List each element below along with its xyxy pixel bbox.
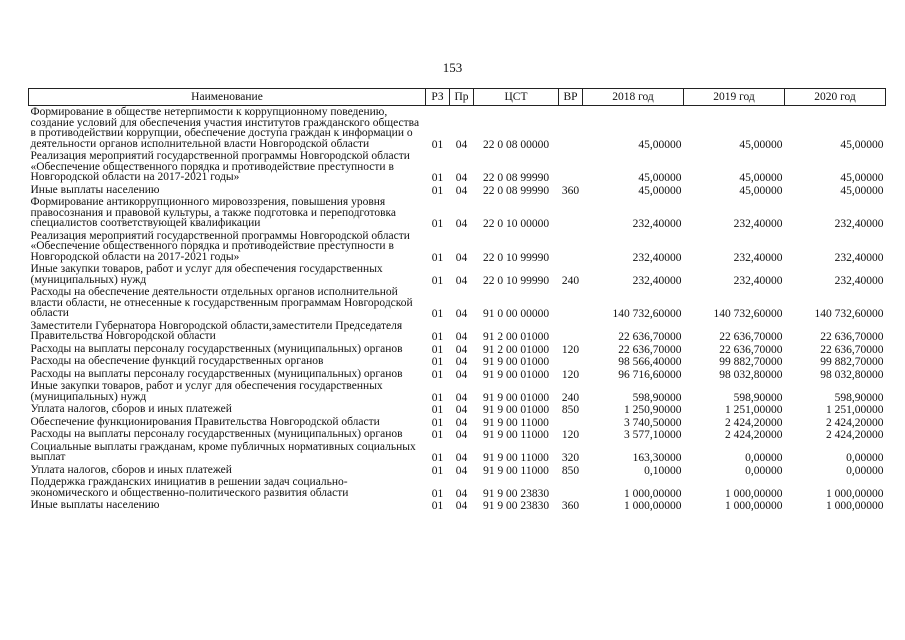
row-amount-2020: 98 032,80000 (820, 368, 884, 381)
row-amount-2019: 22 636,70000 (719, 343, 783, 356)
row-cst: 91 9 00 01000 (482, 391, 550, 404)
table-row (29, 499, 886, 512)
table-row (29, 106, 886, 151)
row-vr: 360 (561, 500, 580, 512)
row-cst: 22 0 08 99990 (482, 172, 550, 184)
row-amount-2018: 598,90000 (632, 391, 682, 404)
header-vr: ВР (559, 89, 583, 106)
row-rz: 01 (431, 416, 444, 429)
table-row (29, 464, 886, 477)
row-amount-2018: 0,10000 (644, 464, 682, 477)
row-amount-2020: 1 000,00000 (826, 500, 884, 512)
row-name: Иные закупки товаров, работ и услуг для обеспечения государственных (муниципальных) нужд (30, 380, 383, 403)
row-amount-2020: 45,00000 (840, 184, 884, 197)
row-vr (559, 355, 583, 368)
table-row (29, 380, 886, 403)
table-header (29, 89, 886, 106)
header-pr: Пр (450, 89, 474, 106)
table-row (29, 416, 886, 429)
row-name: Формирование антикоррупционного мировоззрения, повышения уровня правосознания и правовой культуры, а также подготовка и переподготовка специалистов соответствующей квалификации (30, 196, 397, 229)
row-amount-2019: 2 424,20000 (725, 416, 783, 429)
row-amount-2019: 1 000,00000 (725, 487, 783, 500)
row-name: Социальные выплаты гражданам, кроме публичных нормативных социальных выплат (30, 440, 416, 463)
row-pr: 04 (455, 391, 468, 404)
page-number: 153 (442, 60, 463, 75)
row-vr (559, 320, 583, 343)
row-vr (559, 416, 583, 429)
row-amount-2020: 22 636,70000 (820, 331, 884, 343)
row-cst: 91 9 00 01000 (482, 356, 550, 368)
row-amount-2020: 1 000,00000 (826, 487, 884, 500)
row-rz: 01 (431, 464, 444, 477)
row-vr: 850 (561, 464, 580, 477)
row-amount-2019: 45,00000 (739, 172, 783, 184)
row-name: Расходы на выплаты персоналу государственных (муниципальных) органов (30, 428, 403, 440)
row-amount-2020: 232,40000 (834, 274, 884, 287)
row-name: Обеспечение функционирования Правительства Новгородской области (30, 415, 380, 428)
row-amount-2018: 22 636,70000 (618, 331, 682, 343)
row-amount-2018: 163,30000 (632, 452, 682, 464)
row-vr: 120 (561, 343, 580, 356)
row-amount-2020: 99 882,70000 (820, 356, 884, 368)
row-name: Заместители Губернатора Новгородской области,заместители Председателя Правительства Новгородской области (30, 319, 403, 342)
row-rz: 01 (431, 429, 444, 441)
row-vr (559, 286, 583, 320)
row-amount-2019: 232,40000 (733, 218, 783, 230)
row-amount-2018: 45,00000 (638, 184, 682, 197)
row-pr: 04 (455, 464, 468, 477)
row-name: Реализация мероприятий государственной программы Новгородской области «Обеспечение общественного порядка и противодействие преступности в Новгородской области на 2017-2021 годы» (30, 229, 410, 263)
row-name: Реализация мероприятий государственной программы Новгородской области «Обеспечение общественного порядка и противодействие преступности в Новгородской области на 2017-2021 годы» (30, 150, 410, 183)
row-pr: 04 (455, 251, 468, 264)
row-name: Формирование в обществе нетерпимости к коррупционному поведению, создание условий для обеспечения участия институтов гражданского общества в противодействии коррупции, обеспечение доступа граждан к информации о деятельности органов исполнительной власти Новгородской области (30, 106, 420, 150)
row-amount-2018: 232,40000 (632, 274, 682, 287)
row-amount-2018: 98 566,40000 (618, 356, 682, 368)
table-row (29, 184, 886, 197)
row-amount-2019: 232,40000 (733, 274, 783, 287)
row-vr (559, 106, 583, 151)
table-row (29, 368, 886, 381)
row-pr: 04 (455, 308, 468, 320)
row-amount-2020: 0,00000 (846, 452, 884, 464)
row-name: Расходы на выплаты персоналу государственных (муниципальных) органов (30, 342, 403, 355)
header-cst: ЦСТ (474, 89, 559, 106)
row-amount-2020: 22 636,70000 (820, 343, 884, 356)
row-rz: 01 (431, 218, 444, 230)
row-amount-2019: 45,00000 (739, 184, 783, 197)
row-vr (559, 150, 583, 184)
row-cst: 91 9 00 01000 (482, 404, 550, 416)
row-amount-2018: 45,00000 (638, 172, 682, 184)
row-pr: 04 (455, 184, 468, 197)
row-vr: 120 (561, 429, 580, 441)
table-body (29, 106, 886, 512)
row-rz: 01 (431, 404, 444, 416)
row-name: Уплата налогов, сборов и иных платежей (30, 403, 232, 415)
row-pr: 04 (455, 172, 468, 184)
row-name: Расходы на обеспечение деятельности отдельных органов исполнительной власти области, не отнесенные к государственным программам Новгородской области (30, 286, 413, 319)
row-rz: 01 (431, 331, 444, 343)
row-amount-2020: 2 424,20000 (826, 416, 884, 429)
row-amount-2020: 45,00000 (840, 172, 884, 184)
row-amount-2020: 232,40000 (834, 251, 884, 264)
row-cst: 91 9 00 01000 (482, 368, 550, 381)
row-amount-2020: 45,00000 (840, 138, 884, 151)
row-pr: 04 (455, 356, 468, 368)
row-cst: 91 9 00 23830 (482, 487, 550, 500)
row-pr: 04 (455, 429, 468, 441)
row-cst: 91 9 00 11000 (483, 464, 549, 477)
table-row (29, 286, 886, 320)
row-cst: 91 2 00 01000 (482, 343, 550, 356)
row-rz: 01 (431, 452, 444, 464)
row-amount-2020: 1 251,00000 (826, 404, 884, 416)
table-row (29, 320, 886, 343)
row-amount-2018: 45,00000 (638, 138, 682, 151)
header-rz: РЗ (426, 89, 450, 106)
row-vr: 120 (561, 368, 580, 381)
table-row (29, 263, 886, 286)
row-amount-2019: 598,90000 (733, 391, 783, 404)
row-amount-2019: 140 732,60000 (713, 308, 783, 320)
row-name: Иные выплаты населению (30, 499, 160, 511)
row-amount-2019: 98 032,80000 (719, 368, 783, 381)
row-rz: 01 (431, 487, 444, 500)
row-cst: 22 0 08 00000 (482, 138, 550, 151)
row-name: Поддержка гражданских инициатив в решении задач социально-экономического и общественно-политического развития области (30, 476, 349, 499)
row-name: Расходы на выплаты персоналу государственных (муниципальных) органов (30, 367, 403, 380)
row-vr: 240 (561, 274, 580, 287)
row-vr: 360 (561, 184, 580, 197)
row-rz: 01 (431, 172, 444, 184)
row-amount-2018: 1 250,90000 (624, 404, 682, 416)
table-row (29, 150, 886, 184)
row-pr: 04 (455, 274, 468, 287)
row-cst: 22 0 10 99990 (482, 274, 550, 287)
header-2018: 2018 год (583, 89, 684, 106)
row-amount-2019: 1 251,00000 (725, 404, 783, 416)
table-row (29, 196, 886, 230)
row-amount-2019: 99 882,70000 (719, 356, 783, 368)
row-cst: 91 9 00 11000 (483, 416, 549, 429)
row-pr: 04 (455, 452, 468, 464)
row-amount-2018: 1 000,00000 (624, 487, 682, 500)
row-rz: 01 (431, 138, 444, 151)
row-amount-2018: 3 740,50000 (624, 416, 682, 429)
row-name: Расходы на обеспечение функций государственных органов (30, 355, 324, 367)
row-cst: 22 0 10 00000 (482, 218, 550, 230)
row-name: Уплата налогов, сборов и иных платежей (30, 463, 232, 476)
row-rz: 01 (431, 274, 444, 287)
row-amount-2020: 140 732,60000 (814, 308, 884, 320)
row-amount-2020: 598,90000 (834, 391, 884, 404)
row-vr: 320 (561, 452, 580, 464)
budget-table (28, 88, 886, 512)
row-amount-2019: 0,00000 (745, 452, 783, 464)
row-vr (559, 196, 583, 230)
row-rz: 01 (431, 251, 444, 264)
row-pr: 04 (455, 343, 468, 356)
table-row (29, 441, 886, 464)
row-rz: 01 (431, 391, 444, 404)
row-amount-2018: 232,40000 (632, 251, 682, 264)
row-amount-2018: 232,40000 (632, 218, 682, 230)
row-amount-2020: 0,00000 (846, 464, 884, 477)
row-cst: 22 0 08 99990 (482, 184, 550, 197)
row-amount-2019: 2 424,20000 (725, 429, 783, 441)
row-amount-2019: 1 000,00000 (725, 500, 783, 512)
row-rz: 01 (431, 308, 444, 320)
row-cst: 91 9 00 11000 (483, 429, 549, 441)
table-row (29, 355, 886, 368)
row-vr (559, 476, 583, 499)
row-amount-2019: 232,40000 (733, 251, 783, 264)
row-rz: 01 (431, 500, 444, 512)
row-name: Иные закупки товаров, работ и услуг для обеспечения государственных (муниципальных) нужд (30, 263, 383, 286)
table-row (29, 428, 886, 441)
row-pr: 04 (455, 487, 468, 500)
row-cst: 91 2 00 01000 (482, 331, 550, 343)
row-cst: 22 0 10 99990 (482, 251, 550, 264)
row-pr: 04 (455, 218, 468, 230)
header-2020: 2020 год (785, 89, 886, 106)
row-pr: 04 (455, 368, 468, 381)
row-amount-2018: 1 000,00000 (624, 500, 682, 512)
row-rz: 01 (431, 184, 444, 197)
row-rz: 01 (431, 343, 444, 356)
row-amount-2018: 3 577,10000 (624, 429, 682, 441)
header-2019: 2019 год (684, 89, 785, 106)
table-row (29, 403, 886, 416)
row-pr: 04 (455, 500, 468, 512)
row-cst: 91 0 00 00000 (482, 308, 550, 320)
row-amount-2018: 140 732,60000 (612, 308, 682, 320)
row-cst: 91 9 00 23830 (482, 500, 550, 512)
row-vr (559, 230, 583, 264)
row-amount-2018: 22 636,70000 (618, 343, 682, 356)
table-row (29, 230, 886, 264)
row-rz: 01 (431, 368, 444, 381)
row-cst: 91 9 00 11000 (483, 452, 549, 464)
row-pr: 04 (455, 331, 468, 343)
row-amount-2018: 96 716,60000 (618, 368, 682, 381)
row-rz: 01 (431, 356, 444, 368)
header-name: Наименование (29, 89, 426, 106)
row-amount-2020: 232,40000 (834, 218, 884, 230)
row-amount-2019: 0,00000 (745, 464, 783, 477)
row-pr: 04 (455, 404, 468, 416)
row-pr: 04 (455, 138, 468, 151)
table-row (29, 476, 886, 499)
table-row (29, 343, 886, 356)
row-amount-2020: 2 424,20000 (826, 429, 884, 441)
row-vr: 850 (561, 404, 580, 416)
row-amount-2019: 22 636,70000 (719, 331, 783, 343)
row-pr: 04 (455, 416, 468, 429)
row-name: Иные выплаты населению (30, 183, 160, 196)
row-amount-2019: 45,00000 (739, 138, 783, 151)
row-vr: 240 (561, 391, 580, 404)
